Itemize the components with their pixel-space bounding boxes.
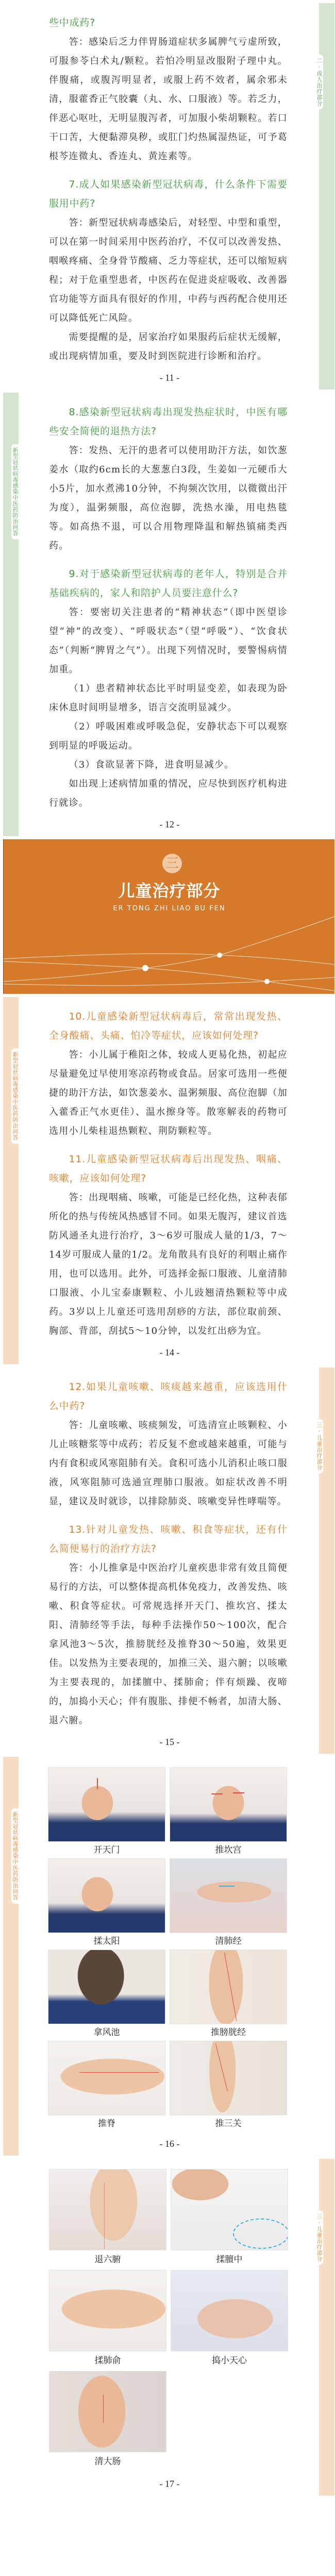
- photo-card: [48, 1858, 165, 1950]
- chapter-tab[interactable]: [315, 55, 323, 109]
- decorative-curves: [4, 839, 335, 994]
- curve-node-dot: [142, 965, 148, 971]
- photo-caption: 推三关: [215, 2119, 242, 2129]
- book-title-tab[interactable]: [11, 1048, 19, 1144]
- photo-tui-san-guan: [170, 2041, 287, 2115]
- photo-qing-da-chang: [49, 2371, 166, 2452]
- photo-card: [49, 2169, 166, 2270]
- photo-rou-dan-zhong: [171, 2169, 288, 2250]
- photo-card: [48, 1767, 165, 1858]
- chapter-tab-label: 三·儿童治疗部分: [316, 2213, 323, 2262]
- photo-card: [48, 2041, 165, 2132]
- page-11: [0, 3, 335, 389]
- page-content: [49, 1378, 288, 1730]
- question-10-heading: 10.儿童感染新型冠状病毒后，常常出现发热、全身酸痛、头痛、怕冷等症状，应该如何处理?: [49, 1011, 288, 1041]
- question-8-heading: 8.感染新型冠状病毒出现发热症状时，中医有哪些安全简便的退热方法?: [49, 406, 288, 437]
- answer-9-end: 如出现上述病情加重的情况，应尽快到医疗机构进行就诊。: [49, 778, 288, 808]
- photo-card: [49, 2371, 166, 2472]
- chapter-tab[interactable]: [315, 1419, 323, 1473]
- page-content: [49, 1007, 288, 1341]
- page-16: [0, 1757, 335, 2156]
- photo-caption: 开天门: [93, 1845, 120, 1855]
- photo-caption: 推坎宫: [215, 1845, 242, 1855]
- photo-qing-fei-jing: [170, 1858, 287, 1933]
- chapter-number-badge: 三: [162, 854, 182, 873]
- answer-13: 答：小儿推拿是中医治疗儿童疾患非常有效且简便易行的方法，可以整体提高机体免疫力，改善发热、咳嗽、积食等症状。可常规选择开天门、推坎宫、揉太阳、清肺经等手法，每种手法操作50～100次，配合拿风池3～5次，推膀胱经及推脊30～50遍，效果更佳。以发热为主要表现的，加推三关、退六腑；以咳嗽为主要表现的，加揉膻中、揉肺俞；伴有烦躁、夜啼的，加捣小天心；伴有腹胀、排便不畅者，加清大肠、退六腑。: [49, 1563, 288, 1726]
- curve-line: [4, 977, 334, 986]
- photo-caption: 退六腑: [94, 2255, 121, 2265]
- book-title-tab-label: 新型冠状病毒感染中医药防治问答: [12, 1811, 19, 1901]
- page-number: - 16 -: [159, 2139, 180, 2149]
- page-12: [0, 393, 335, 836]
- photo-tui-kan-gong: [170, 1767, 287, 1842]
- question-12-heading: 12.如果儿童咳嗽、咳痰越来越重，应该选用什么中药?: [49, 1381, 288, 1412]
- photo-caption: 拿风池: [93, 2027, 120, 2038]
- book-title-tab-label: 新型冠状病毒感染中医药防治问答: [12, 447, 19, 536]
- chapter-cover: [3, 839, 334, 994]
- photo-card: [171, 2169, 288, 2270]
- book-title-tab-label: 新型冠状病毒感染中医药防治问答: [12, 1052, 19, 1141]
- photo-card: [171, 2270, 288, 2371]
- photo-tui-ji: [48, 2041, 165, 2115]
- photo-caption: 捣小天心: [212, 2355, 247, 2366]
- photo-card: [170, 1767, 287, 1858]
- page-15: [0, 1367, 335, 1754]
- photo-caption: 揉太阳: [93, 1936, 120, 1946]
- page-17: [0, 2159, 335, 2496]
- answer-10: 答：小儿属于稚阳之体，较成人更易化热，初起应尽量避免过早使用寒凉药物或食品。居家可选用一些便捷的助汗方法，如饮葱姜水、温粥频服、高位泡脚（加入藿香正气水更佳）、温水擦身等。散寒解表的药物可选用小儿柴桂退热颗粒、荆防颗粒等。: [49, 1049, 288, 1137]
- chapter-title: 儿童治疗部分: [118, 881, 221, 901]
- answer-6: 答：感染后乏力伴胃肠道症状多属脾气亏虚所致，可服参苓白术丸/颗粒。若怕冷明显改服附子理中丸。伴腹痛，或腹泻明显者，或服上药不效者，属余邪未清，服藿香正气胶囊（丸、水、口服液）等。若乏力，伴恶心呕吐，无明显腹泻者，可加服小柴胡颗粒。若口干口苦，大便黏滞臭秽，或肛门灼热属湿热证，可予葛根芩连微丸、香连丸、黄连素等。: [49, 37, 288, 162]
- photo-card: [170, 2041, 287, 2132]
- warning-item-2: （2）呼吸困难或呼吸急促，安静状态下可以观察到明显的呼吸运动。: [49, 721, 288, 751]
- answer-7-note: 需要提醒的是，居家治疗如果服药后症状无缓解，或出现病情加重，要及时到医院进行诊断和治疗。: [49, 332, 288, 362]
- warning-item-1: （1）患者精神状态比平时明显变差，如表现为卧床休息时间明显增多，语言交流明显减少。: [49, 683, 288, 713]
- photo-caption: 清肺经: [215, 1936, 242, 1946]
- photo-na-feng-chi: [48, 1950, 165, 2024]
- photo-card: [170, 1950, 287, 2041]
- photo-kai-tian-men: [48, 1767, 165, 1842]
- curve-line: [4, 954, 334, 964]
- question-13-heading: 13.针对儿童发热、咳嗽、积食等症状，还有什么简便易行的治疗方法?: [49, 1524, 288, 1554]
- curve-line: [4, 917, 334, 981]
- page-number: - 11 -: [159, 372, 180, 383]
- curve-node-dot: [264, 979, 270, 984]
- page-number: - 12 -: [159, 819, 180, 829]
- photo-tui-liu-fu: [49, 2169, 166, 2250]
- page-content: [49, 403, 288, 812]
- warning-item-3: （3）食欲显著下降，进食明显减少。: [69, 759, 234, 770]
- page-number: - 14 -: [159, 1347, 180, 1358]
- chapter-tab-label: 三·儿童治疗部分: [316, 1422, 323, 1470]
- photo-caption: 推膀胱经: [211, 2027, 246, 2038]
- massage-photo-grid: [48, 1767, 335, 2132]
- answer-8: 答：发热、无汗的患者可以使用助汗方法，如饮葱姜水（取约6cm长的大葱葱白3段，生姜如一元硬币大小5片，加水煮沸10分钟，不拘频次饮用，以微微出汗为度），温粥频服，高位泡脚，洗热水澡，用电热毯等。如高热不退，可以合用物理降温和解热镇痛类西药。: [49, 445, 288, 551]
- book-title-tab[interactable]: [11, 1808, 19, 1904]
- page-number: - 17 -: [159, 2479, 180, 2489]
- page-14: [0, 997, 335, 1364]
- photo-caption: 揉肺俞: [94, 2355, 121, 2366]
- page-content: [49, 13, 288, 366]
- massage-photo-grid: [49, 2169, 335, 2472]
- chapter-tab-label: 二·成人治疗部分: [316, 58, 323, 106]
- photo-card: [170, 1858, 287, 1950]
- question-9-heading: 9.对于感染新型冠状病毒的老年人，特别是合并基础疾病的，家人和陪护人员要注意什么?: [49, 568, 288, 599]
- photo-card: [48, 1950, 165, 2041]
- photo-caption: 清大肠: [94, 2456, 121, 2467]
- chapter-subtitle-pinyin: ER TONG ZHI LIAO BU FEN: [113, 905, 226, 912]
- question-7-heading: 7.成人如果感染新型冠状病毒，什么条件下需要服用中药?: [49, 179, 288, 209]
- answer-7: 答：新型冠状病毒感染后，对轻型、中型和重型，可以在第一时间采用中医药治疗，不仅可以改善发热、咽喉疼痛、全身骨节酸痛、乏力等症状，还可以缩短病程；对于危重型患者，中医药在促进炎症吸收、改善器官功能等方面具有很好的作用，中药与西药配合使用还可以降低死亡风险。: [49, 217, 288, 324]
- curve-line: [4, 961, 334, 991]
- answer-12: 答：儿童咳嗽、咳痰频发，可选清宣止咳颗粒、小儿止咳糖浆等中成药；若反复不愈或越来越重，可能与内有食积或风寒阻肺有关。食积可选小儿消积止咳口服液，风寒阻肺可选通宣理肺口服液。如症状改善不明显，建议及时就诊，以排除肺炎、咳嗽变异性哮喘等。: [49, 1420, 288, 1507]
- page-number: - 15 -: [159, 1737, 180, 1747]
- book-title-tab[interactable]: [11, 444, 19, 539]
- photo-dao-xiao-tian-xin: [171, 2270, 288, 2351]
- question-11-heading: 11.儿童感染新型冠状病毒后出现发热、咽痛、咳嗽，应该如何处理?: [49, 1154, 288, 1184]
- question-6-heading-continued: 些中成药?: [49, 17, 96, 28]
- photo-rou-tai-yang: [48, 1858, 165, 1933]
- photo-caption: 揉膻中: [216, 2255, 243, 2265]
- photo-tui-pang-guang-jing: [170, 1950, 287, 2024]
- curve-node-dot: [217, 953, 222, 958]
- photo-card: [49, 2270, 166, 2371]
- answer-11: 答：出现咽痛、咳嗽，可能是已经化热，这种表郁所化的热与传统风热感冒不同。如果无腹泻，建议首选防风通圣丸进行治疗，3～6岁可服成人量的1/3，7～14岁可服成人量的1/2。龙角散具有良好的利咽止痛作用，也可以选用。此外，可选择金振口服液、儿童清肺口服液、小儿宝泰康颗粒、小儿豉翘清热颗粒等中成药。3岁以上儿童还可选用刮痧的方法，部位取前颈、胸部、背部，刮拭5～10分钟，以发红出痧为宜。: [49, 1192, 288, 1336]
- photo-caption: 推脊: [98, 2119, 115, 2129]
- answer-9: 答：要密切关注患者的“精神状态”（即中医望诊望“神”的改变）、“呼吸状态”（望“呼吸”）、“饮食状态”（判断“脾胃之气”）。出现下列情况时，要警惕病情加重。: [49, 607, 288, 675]
- photo-rou-fei-shu: [49, 2270, 166, 2351]
